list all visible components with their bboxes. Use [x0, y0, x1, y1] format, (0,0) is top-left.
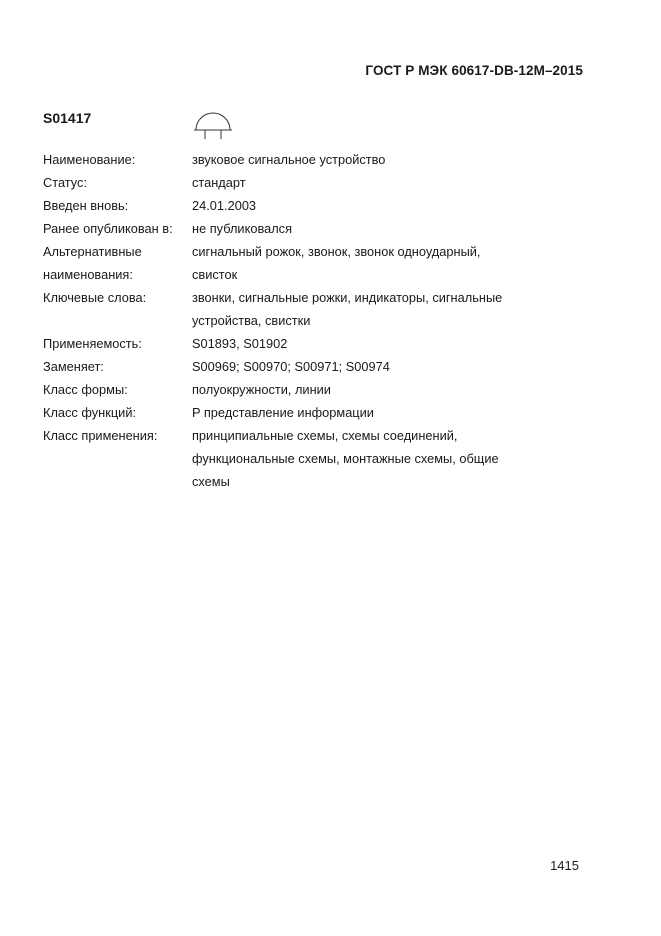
field-label: Класс формы:: [43, 382, 128, 397]
field-label: Заменяет:: [43, 359, 104, 374]
field-value: звонки, сигнальные рожки, индикаторы, сигнальные устройства, свистки: [192, 290, 503, 328]
field-row-application-class: [43, 424, 603, 493]
field-value: стандарт: [192, 175, 246, 190]
field-row-name: [43, 148, 603, 171]
field-label: Применяемость:: [43, 336, 142, 351]
field-label: Класс применения:: [43, 428, 158, 443]
field-row-keywords: [43, 286, 603, 332]
field-row-applicability: [43, 332, 603, 355]
field-label: Класс функций:: [43, 405, 137, 420]
field-row-alternative-names: [43, 240, 603, 286]
field-value: звуковое сигнальное устройство: [192, 152, 386, 167]
field-label: Ранее опубликован в:: [43, 221, 173, 236]
field-row-previously-published: [43, 217, 603, 240]
symbol-code: S01417: [43, 110, 92, 126]
field-value: не публиковался: [192, 221, 293, 236]
field-row-status: [43, 171, 603, 194]
field-label: Ключевые слова:: [43, 290, 147, 305]
field-row-introduced: [43, 194, 603, 217]
field-value: полуокружности, линии: [192, 382, 331, 397]
document-header-standard: ГОСТ Р МЭК 60617-DB-12M–2015: [365, 63, 583, 78]
field-value: S01893, S01902: [192, 336, 288, 351]
attribute-table: [43, 148, 603, 493]
field-label: Статус:: [43, 175, 88, 190]
bell-symbol-icon: [192, 111, 234, 141]
field-value: 24.01.2003: [192, 198, 257, 213]
field-label: Наименование:: [43, 152, 136, 167]
field-row-shape-class: [43, 378, 603, 401]
field-value: сигнальный рожок, звонок, звонок одноударный, свисток: [192, 244, 481, 282]
field-value: принципиальные схемы, схемы соединений, функциональные схемы, монтажные схемы, общие схемы: [192, 428, 499, 489]
page-number: 1415: [550, 858, 579, 873]
field-label: Введен вновь:: [43, 198, 129, 213]
field-value: P представление информации: [192, 405, 374, 420]
field-row-function-class: [43, 401, 603, 424]
field-value: S00969; S00970; S00971; S00974: [192, 359, 390, 374]
field-row-replaces: [43, 355, 603, 378]
field-label: Альтернативные наименования:: [43, 244, 142, 282]
